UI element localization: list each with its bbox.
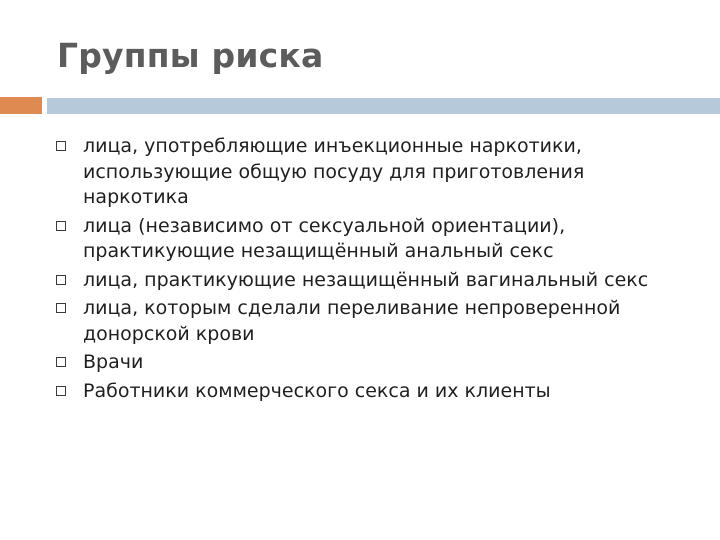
square-bullet-icon	[56, 221, 66, 231]
bullet-text: Работники коммерческого секса и их клиенты	[83, 379, 551, 402]
bullet-item	[55, 379, 695, 405]
bullet-item	[55, 350, 695, 376]
bullet-item	[55, 214, 695, 265]
bullet-text: лица, которым сделали переливание непроверенной донорской крови	[83, 297, 621, 345]
square-bullet-icon	[56, 141, 66, 151]
bullet-item	[55, 134, 695, 211]
square-bullet-icon	[56, 386, 66, 396]
bullet-item	[55, 296, 695, 347]
bullet-text: лица, практикующие незащищённый вагинальный секс	[83, 268, 649, 291]
slide-title: Группы риска	[57, 36, 324, 75]
bullet-text: Врачи	[83, 351, 144, 373]
title-accent-bar-orange	[0, 97, 42, 114]
bullet-item	[55, 268, 695, 294]
square-bullet-icon	[56, 303, 66, 313]
bullet-list	[55, 134, 695, 407]
bullet-text: лица, употребляющие инъекционные наркотики, использующие общую посуду для приготовления наркотика	[83, 135, 585, 208]
square-bullet-icon	[56, 357, 66, 367]
square-bullet-icon	[56, 275, 66, 285]
title-accent-bar-blue	[47, 98, 720, 114]
bullet-text: лица (независимо от сексуальной ориентации), практикующие незащищённый анальный секс	[83, 214, 566, 262]
